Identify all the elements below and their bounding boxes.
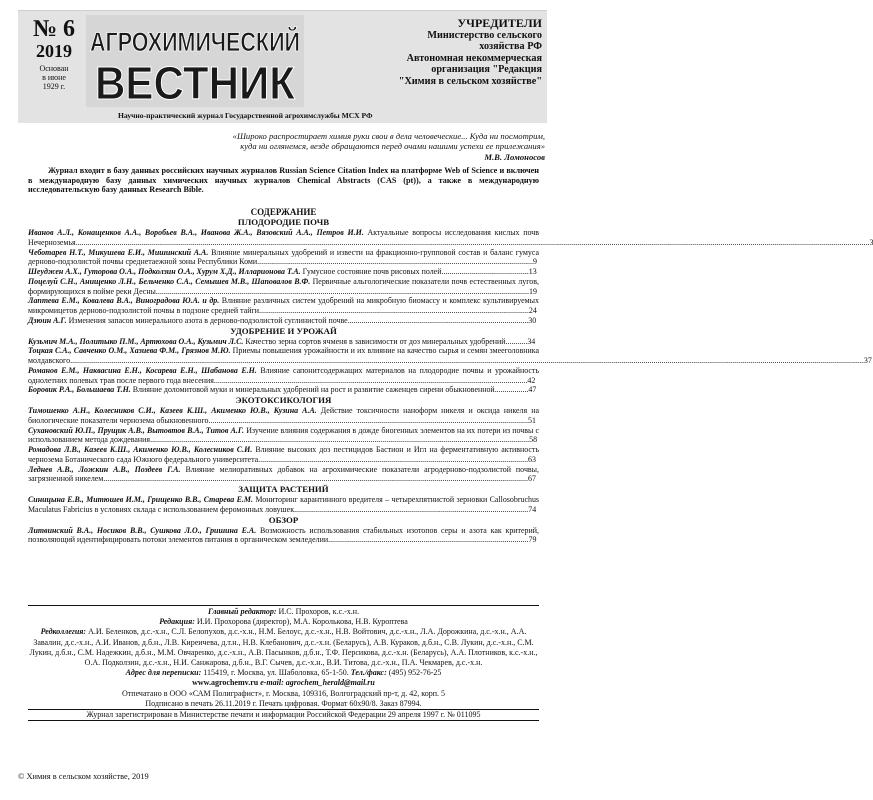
- toc-dot-leader: ...........: [505, 336, 528, 346]
- toc-entry[interactable]: [28, 346, 872, 366]
- email-link[interactable]: agrochem_herald@mail.ru: [283, 678, 375, 688]
- toc-entry-title: Влияние различных систем удобрений на микробную биомассу и комплекс культивируемых микромицетов дерново-подзолистой почвы в подзоне средней тайги: [28, 296, 539, 315]
- toc-dot-leader: ........................................................................................................................................: [258, 306, 529, 315]
- toc-entry-title: Влияние доломитовой муки и минеральных удобрений на рост и развитие саженцев сирени обыкновенной: [130, 385, 495, 395]
- issue-year: 2019: [36, 41, 72, 61]
- toc-entry[interactable]: [28, 406, 539, 426]
- founded-note: Основан в июне 1929 г.: [39, 64, 69, 91]
- toc-entry-title: Действие токсичности нанoформ никеля и оксида никеля на биологические показатели чернозема обыкновенного: [28, 406, 539, 425]
- toc-entry-title: Актуальные вопросы исследования кислых почв Нечерноземья: [28, 228, 539, 247]
- chief-editor-label: Главный редактор:: [207, 607, 277, 616]
- toc-entry-page: 19: [528, 286, 537, 296]
- indexing-statement: Журнал входит в базу данных российских научных журналов Russian Science Citation Index на платформе Web of Science и включен в международную базу данных химических научных журналов Chemical Abstracts (CAS (pt)), а также в международную исследовательскую базу данных Research Bible.: [28, 166, 539, 195]
- toc-entry-page: 51: [528, 415, 536, 425]
- toc-entry-page: 30: [528, 315, 537, 325]
- contents-heading: СОДЕРЖАНИЕ: [250, 207, 317, 217]
- toc-entry-page: 79: [528, 535, 537, 545]
- toc-entry[interactable]: [28, 267, 539, 277]
- toc-entry-title: Качество зерна сортов ячменя в зависимости от доз минеральных удобрений: [243, 336, 506, 346]
- issue-block: [24, 17, 84, 91]
- epigraph-quote: «Широко распростирает химия руки свои в дела человеческие... Куда ни посмотрим, куда ни оглянемся, везде обращаются перед очами нашими успехи ее прилежания» М.В. Ломоносов: [150, 131, 545, 162]
- printed-at: Отпечатано в ООО «САМ Полиграфист», г. Москва, 109316, Волгоградский пр-т, д. 42, корп. 5: [122, 688, 445, 698]
- founders-title: УЧРЕДИТЕЛИ: [457, 16, 542, 30]
- toc-entry[interactable]: [28, 337, 539, 347]
- toc-entry-title: Изменения запасов минерального азота в дерново-подзолистой суглинистой почве: [66, 315, 348, 325]
- toc-entry[interactable]: [28, 385, 539, 395]
- toc-dot-leader: ............................................................................................................................................................................................: [155, 286, 529, 296]
- toc-entry[interactable]: [28, 495, 539, 515]
- toc-dot-leader: ...........................................................................................................................................: [257, 257, 533, 267]
- toc-entry[interactable]: [28, 526, 539, 546]
- toc-entry-title: Влияние мелиоративных добавок на агрохимические показатели агродерново-подзолистой почвы, загрязненной никелем: [28, 464, 539, 484]
- toc-dot-leader: ............................................: [441, 267, 529, 276]
- masthead: [18, 10, 547, 123]
- issue-number: № 6: [32, 16, 76, 42]
- toc-entry-title: Мониторинг карантинного вредителя – четырехпятнистой зерновки Callosobruchus Maculatus Fabricius в условиях склада с использованием феромонных ловушек: [28, 495, 539, 514]
- toc-entry-page: 9: [533, 257, 537, 267]
- journal-logo: [86, 15, 354, 109]
- toc-entry-authors: Сухановский Ю.П., Прущик А.В., Вытовтов В.А., Титов А.Г.: [28, 425, 245, 435]
- tel-fax: (495) 952-76-25: [386, 668, 442, 678]
- toc-entry-page: 24: [528, 306, 537, 315]
- toc-entry-page: 3: [869, 237, 873, 247]
- chief-editor: И.С. Прохоров, к.с.-х.н.: [276, 607, 360, 616]
- board-label: Редколлегия:: [40, 627, 87, 637]
- toc-entry[interactable]: [28, 366, 539, 386]
- toc-entry-authors: Кузьмич М.А., Политыко П.М., Артюхова О.А., Кузьмич Л.С.: [28, 336, 244, 346]
- toc-entry-page: 58: [529, 435, 538, 445]
- toc-entry[interactable]: [28, 277, 539, 297]
- toc-entry-title: Возможность использования стабильных изотопов серы и азота как критерий, позволяющий идентифицировать потоки элементов питания в органическом земледелии: [28, 525, 539, 545]
- toc-entry-title: Изучение влияния содержания в дожде биогенных элементов на их потери из почвы с использованием метода дождевания: [28, 425, 539, 445]
- table-of-contents: [28, 207, 873, 545]
- toc-entry-page: 37: [863, 356, 872, 365]
- tel-label: Тел./факс:: [348, 668, 387, 678]
- toc-dot-leader: ........................................................................................................................................: [258, 454, 529, 464]
- copyright: © Химия в сельском хозяйстве, 2019: [18, 772, 149, 781]
- mailing-address: 115419, г. Москва, ул. Шаболовка, 65-1-50.: [201, 668, 349, 678]
- toc-entry-authors: Поцелуй С.Н., Анищенко Л.Н., Бельченко С.А., Семышев М.В., Шаповалов В.Ф.: [28, 276, 311, 286]
- toc-entry-authors: Дзюин А.Г.: [28, 315, 67, 325]
- toc-entry-authors: Леднев А.В., Ложкин А.В., Поздеев Г.А.: [28, 464, 181, 474]
- toc-dot-leader: .....................................................................................................: [328, 535, 529, 545]
- toc-entry-authors: Боровик Р.А., Большаева Т.Н.: [28, 385, 131, 395]
- toc-dot-leader: ................................................................................................................................................................................................................................................................................................................................................................................................................: [75, 237, 870, 247]
- toc-entry-title: Влияние минеральных удобрений и извести на фракционно-групповой состав и баланс гумуса дерново-подзолистой почвы среднетаежной зоны Республики Коми: [28, 247, 539, 267]
- toc-dot-leader: ..............................................................................................................................................................: [213, 375, 528, 385]
- registration-note: Журнал зарегистрирован в Министерстве печати и информации Российской Федерации 29 апреля 1997 г. № 011095: [28, 709, 539, 721]
- toc-entry-title: Приемы повышения урожайности и их влияние на качество сырья и семян змееголовника молдавского: [28, 346, 539, 365]
- toc-entry-page: 47: [528, 385, 537, 395]
- toc-dot-leader: ......................................................................................................................................................................................................................: [103, 474, 528, 484]
- website-link[interactable]: www.agrochemv.ru: [192, 678, 259, 688]
- toc-entry[interactable]: [28, 426, 539, 446]
- toc-entry-authors: Лаптева Е.М., Ковалева В.А., Виноградова Ю.А. и др.: [28, 296, 220, 306]
- toc-entry-title: Влияние высоких доз пестицидов Бастион и Игл на ферментативную активность чернозема Ботанического сада Южного федерального университета: [28, 445, 539, 464]
- toc-entry-page: 34: [527, 336, 536, 346]
- toc-section-title: ПЛОДОРОДИЕ ПОЧВ: [237, 217, 330, 227]
- toc-entry-authors: Иванов А.Л., Конащенков А.А., Воробьев В.А., Иванова Ж.А., Вязовский А.А., Петров И.И.: [28, 228, 364, 237]
- toc-dot-leader: ...........................................................................................: [347, 315, 529, 325]
- editorial-info: [28, 605, 539, 721]
- editorial-staff: И.И. Прохорова (директор), М.А. Королькова, Н.В. Куроптева: [194, 617, 408, 627]
- toc-entry[interactable]: [28, 465, 539, 485]
- toc-entry-title: Влияние сапонитсодержащих материалов на плодородие почвы и урожайность однолетних полевых трав после первого года внесения: [28, 365, 539, 385]
- toc-entry[interactable]: [28, 445, 539, 465]
- toc-entry-authors: Чеботарев Н.Т., Микушева Е.И., Мишинский А.А.: [28, 247, 209, 257]
- toc-entry-title: Первичные альгологические показатели почв естественных лугов, формирующихся в пойме реки Десны: [28, 276, 539, 296]
- signed-to-print: Подписано в печать 26.11.2019 г. Печать цифровая. Формат 60х90/8. Заказ 87994.: [145, 698, 422, 708]
- toc-section-title: УДОБРЕНИЕ И УРОЖАЙ: [230, 325, 337, 336]
- toc-entry-authors: Шеуджен А.Х., Гуторова О.А., Подколзин О.А., Хурум Х.Д., Илларионова Т.А.: [28, 267, 301, 276]
- founders-block: УЧРЕДИТЕЛИ Министерство сельского хозяйства РФ Автономная некоммерческая организация "Редакция "Химия в сельском хозяйстве": [310, 17, 542, 87]
- editorial-label: Редакция:: [159, 617, 195, 627]
- toc-entry-authors: Тоцкая С.А., Савченко О.М., Хазиева Ф.М., Грязнов М.Ю.: [28, 346, 231, 356]
- toc-dot-leader: ................................................................................................................................................................................................................................................................................................................................................................................................................: [70, 356, 864, 365]
- toc-entry-authors: Романов Е.М., Наквасина Е.Н., Косарева Е.Н., Шабанова Е.Н.: [28, 365, 257, 375]
- logo-line-1: АГРОХИМИЧЕСКИЙ: [90, 27, 354, 57]
- toc-entry-page: 13: [528, 267, 537, 276]
- toc-entry-authors: Литвинский В.А., Носиков В.В., Сушкова Л.О., Гришина Е.А.: [28, 525, 257, 535]
- toc-dot-leader: ...............................................................................................................................................................................................: [150, 435, 530, 445]
- address-label: Адрес для переписки:: [125, 668, 202, 678]
- toc-section-title: ЭКОТОКСИКОЛОГИЯ: [235, 395, 332, 405]
- logo-line-2: ВЕСТНИК: [95, 57, 296, 109]
- toc-entry[interactable]: [28, 296, 539, 316]
- toc-entry-authors: Ромадова Л.В., Казеев К.Ш., Акименко Ю.В., Колесников С.И.: [28, 445, 253, 454]
- toc-entry-page: 74: [528, 504, 537, 514]
- editorial-board: А.И. Беленков, д.с.-х.н., С.Л. Белопухов, д.с.-х.н., Н.М. Белоус, д.с.-х.н., Н.В. Войтович, д.с.-х.н., Л.А. Дорожкина, д.с.-х.н., А.А. Завалин, д.с.-х.н., А.И. Иванов, д.б.н., Л.В. Киреичева, д.т.н., Н.В. Клебанович, д.с.-х.н. (Беларусь), А.В. Кураков, д.б.н., С.В. Лукин, д.с.-х.н., С.М. Лукин, д.б.н., С.М. Надежкин, д.б.н., М.М. Овчаренко, д.с.-х.н., А.В. Пасынков, д.б.н., Т.Ф. Персикова, д.с.-х.н. (Беларусь), А.А. Плотников, к.с.-х.н., О.А. Подколзин, д.с.-х.н., Н.И. Санжарова, д.б.н., В.Г. Сычев, д.с.-х.н., В.И. Титова, д.с.-х.н., П.А. Чекмарев, д.с.-х.н.: [29, 627, 538, 668]
- toc-section-title: ОБЗОР: [268, 514, 299, 525]
- toc-entry-authors: Синицына Е.В., Митюшев И.М., Грищенко В.В., Старева Е.М.: [28, 495, 253, 504]
- toc-entry-page: 67: [527, 474, 536, 484]
- toc-entry[interactable]: [28, 248, 539, 268]
- quote-author: М.В. Ломоносов: [484, 151, 545, 162]
- toc-entry[interactable]: [28, 316, 539, 326]
- email-label: e-mail:: [258, 678, 284, 688]
- toc-dot-leader: .................................................................................................................................................................: [208, 415, 528, 425]
- toc-dot-leader: ......................................................................................................................: [294, 504, 529, 514]
- toc-section-title: ЗАЩИТА РАСТЕНИЙ: [238, 484, 329, 494]
- toc-entry-page: 63: [528, 454, 536, 464]
- toc-entry-authors: Тимошенко А.Н., Колесников С.И., Казеев К.Ш., Акименко Ю.В., Кузина А.А.: [28, 406, 317, 415]
- toc-entry-page: 42: [527, 375, 536, 385]
- journal-subtitle: Научно-практический журнал Государственной агрохимслужбы МСХ РФ: [118, 111, 373, 120]
- toc-dot-leader: .................: [494, 385, 529, 395]
- toc-entry[interactable]: [28, 228, 873, 248]
- toc-entry-title: Гумусное состояние почв рисовых полей: [300, 267, 442, 276]
